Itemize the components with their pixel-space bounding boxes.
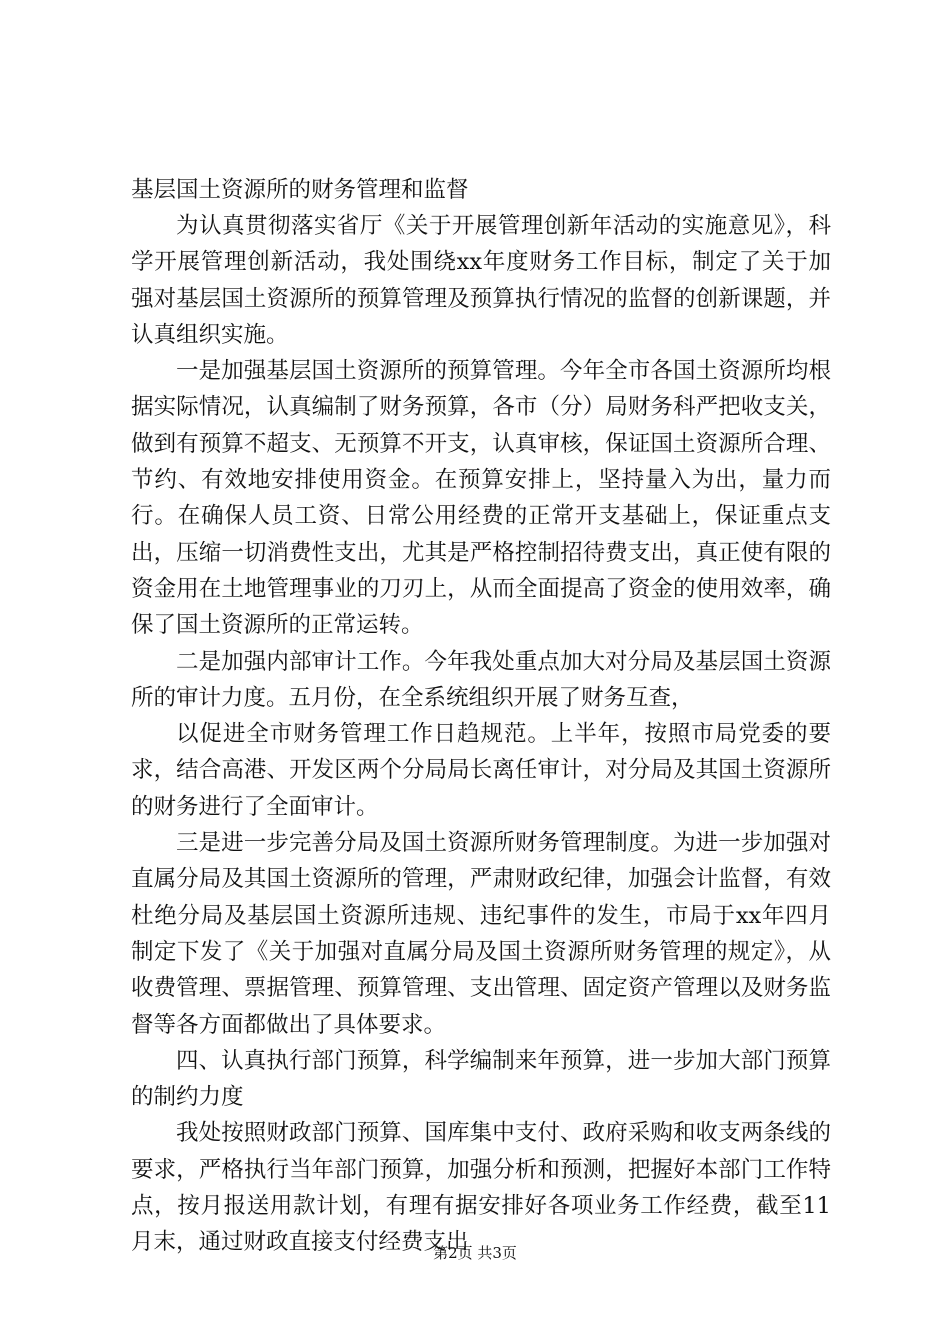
document-body	[131, 172, 831, 1261]
section-heading-four: 四、认真执行部门预算，科学编制来年预算，进一步加大部门预算的制约力度	[131, 1047, 831, 1111]
paragraph-budget-execution: 我处按照财政部门预算、国库集中支付、政府采购和收支两条线的要求，严格执行当年部门预算，加强分析和预测，把握好本部门工作特点，按月报送用款计划，有理有据安排好各项业务工作经费，截至11月末，通过财政直接支付经费支出	[131, 1120, 831, 1256]
document-title: 基层国土资源所的财务管理和监督	[131, 177, 469, 203]
page-number-footer: 第2页 共3页	[433, 1244, 517, 1262]
paragraph-audit-continued: 以促进全市财务管理工作日趋规范。上半年，按照市局党委的要求，结合高港、开发区两个分局局长离任审计，对分局及其国土资源所的财务进行了全面审计。	[131, 721, 831, 820]
paragraph-internal-audit: 二是加强内部审计工作。今年我处重点加大对分局及基层国土资源所的审计力度。五月份，在全系统组织开展了财务互查，	[131, 648, 831, 711]
paragraph-intro: 为认真贯彻落实省厅《关于开展管理创新年活动的实施意见》，科学开展管理创新活动，我处围绕xx年度财务工作目标，制定了关于加强对基层国土资源所的预算管理及预算执行情况的监督的创新课题，并认真组织实施。	[131, 213, 831, 348]
paragraph-budget-management: 一是加强基层国土资源所的预算管理。今年全市各国土资源所均根据实际情况，认真编制了财务预算，各市（分）局财务科严把收支关，做到有预算不超支、无预算不开支，认真审核，保证国土资源所合理、节约、有效地安排使用资金。在预算安排上，坚持量入为出，量力而行。在确保人员工资、日常公用经费的正常开支基础上，保证重点支出，压缩一切消费性支出，尤其是严格控制招待费支出，真正使有限的资金用在土地管理事业的刀刃上，从而全面提高了资金的使用效率，确保了国土资源所的正常运转。	[131, 358, 831, 639]
paragraph-financial-rules: 三是进一步完善分局及国土资源所财务管理制度。为进一步加强对直属分局及其国土资源所的管理，严肃财政纪律，加强会计监督，有效杜绝分局及基层国土资源所违规、违纪事件的发生，市局于xx年四月制定下发了《关于加强对直属分局及国土资源所财务管理的规定》，从收费管理、票据管理、预算管理、支出管理、固定资产管理以及财务监督等各方面都做出了具体要求。	[131, 830, 831, 1038]
